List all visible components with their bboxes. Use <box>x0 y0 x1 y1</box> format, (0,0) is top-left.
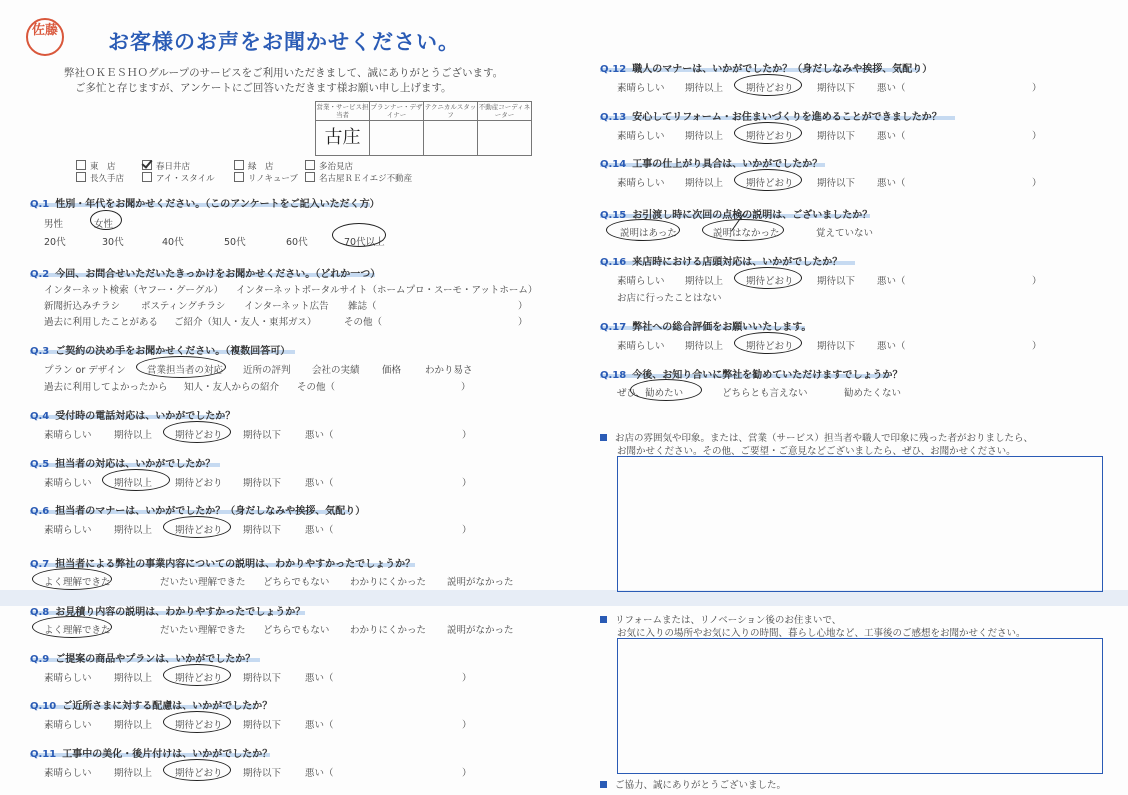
rating-option[interactable]: 期待以下 <box>817 341 856 352</box>
question-14: Q.14 工事の仕上がり具合は、いかがでしたか？ <box>600 159 823 170</box>
question-8: Q.8 お見積り内容の説明は、わかりやすかったでしょうか？ <box>30 607 306 618</box>
store-option[interactable]: リノキューブ <box>234 172 298 184</box>
option-price[interactable]: 価格 <box>382 365 402 376</box>
rating-option[interactable]: 素晴らしい <box>44 525 92 536</box>
rating-option[interactable]: 期待どおり <box>175 673 223 684</box>
question-12: Q.12 職人のマナーは、いかがでしたか？（身だしなみや挨拶、気配り） <box>600 64 933 75</box>
question-13: Q.13 安心してリフォーム・お住まいづくりを進めることができましたか？ <box>600 112 942 123</box>
rating-option[interactable]: 期待どおり <box>175 768 223 779</box>
answer-circle <box>163 711 231 733</box>
rating-option[interactable]: 期待以上 <box>114 673 153 684</box>
option-neutral[interactable]: どちらとも言えない <box>722 388 808 399</box>
rating-option[interactable]: 期待どおり <box>746 131 794 142</box>
question-1: Q.1 性別・年代をお聞かせください。（このアンケートをご記入いただく方） <box>30 199 380 210</box>
understanding-option[interactable]: よく理解できた <box>44 625 111 636</box>
staff-value-sales[interactable]: 古庄 <box>316 121 370 156</box>
rating-option[interactable]: 期待以上 <box>685 341 724 352</box>
rating-option[interactable]: 期待以上 <box>685 131 724 142</box>
rating-option[interactable]: 悪い（ <box>877 131 906 142</box>
rating-option[interactable]: 悪い（ <box>877 178 906 189</box>
option-plan-design[interactable]: プラン or デザイン <box>44 365 126 376</box>
understanding-option[interactable]: わかりにくかった <box>350 577 427 588</box>
staff-header-planner: プランナー・デザイナー <box>370 103 423 119</box>
comment-1-prompt-2: お聞かせください。その他、ご要望・ご意見などございましたら、ぜひ、お聞かせください。 <box>617 446 1016 457</box>
understanding-option[interactable]: どちらでもない <box>263 577 330 588</box>
option-reputation[interactable]: 近所の評判 <box>243 365 291 376</box>
paren-close: ） <box>1032 131 1042 142</box>
rating-option[interactable]: 期待以上 <box>114 720 153 731</box>
comment-2-prompt-2: お気に入りの場所やお気に入りの時間、暮らし心地など、工事後のご感想をお聞かせください。 <box>617 628 1026 639</box>
paren-close: ） <box>1032 178 1042 189</box>
intro-line-2: ご多忙と存じますが、アンケートにご回答いただきます様お願い申し上げます。 <box>75 82 452 94</box>
question-17: Q.17 弊社への総合評価をお願いいたします。 <box>600 322 812 333</box>
rating-option[interactable]: 悪い（ <box>877 276 906 287</box>
option-portal[interactable]: インターネットポータルサイト（ホームプロ・スーモ・アットホーム） <box>236 285 538 296</box>
checkbox[interactable] <box>142 172 152 182</box>
paren-close: ） <box>462 720 472 731</box>
paren-close: ） <box>462 525 472 536</box>
rating-option[interactable]: 期待どおり <box>175 430 223 441</box>
answer-circle <box>32 616 112 638</box>
rating-option[interactable]: 期待以下 <box>817 131 856 142</box>
rating-option[interactable]: 期待以上 <box>114 430 153 441</box>
store-option[interactable]: 長久手店 <box>76 172 124 184</box>
option-magazine[interactable]: 雑誌（ <box>348 301 377 312</box>
staff-value-technical[interactable] <box>424 121 478 156</box>
comment-2-textarea[interactable] <box>617 638 1103 774</box>
answer-circle <box>606 219 680 241</box>
answer-circle <box>734 332 802 354</box>
answer-circle <box>734 122 802 144</box>
rating-option[interactable]: 悪い（ <box>305 430 334 441</box>
checkbox[interactable] <box>305 172 315 182</box>
store-option[interactable]: アイ・スタイル <box>142 172 215 184</box>
checkbox[interactable] <box>76 172 86 182</box>
rating-option[interactable]: 悪い（ <box>305 525 334 536</box>
paren-close: ） <box>462 673 472 684</box>
staff-header-realestate: 不動産コーディネーター <box>478 103 531 119</box>
rating-option[interactable]: 期待以下 <box>243 768 282 779</box>
rating-option[interactable]: 期待以下 <box>243 720 282 731</box>
rating-option[interactable]: 期待どおり <box>175 478 223 489</box>
store-option[interactable]: 名古屋ＲＥイエジ不動産 <box>305 172 412 184</box>
answer-circle <box>102 469 170 491</box>
option-not-explained[interactable]: 説明はなかった <box>713 228 780 239</box>
square-bullet-icon <box>600 616 607 623</box>
option-70s-plus[interactable]: 70代以上 <box>344 237 385 248</box>
rating-option[interactable]: 期待どおり <box>175 720 223 731</box>
answer-circle <box>163 516 231 538</box>
answer-circle <box>163 759 231 781</box>
option-past-good[interactable]: 過去に利用してよかったから <box>44 382 168 393</box>
rating-option[interactable]: 期待以下 <box>817 178 856 189</box>
paren-close: ） <box>518 301 528 312</box>
option-30s[interactable]: 30代 <box>102 237 124 248</box>
option-not-recommend[interactable]: 勧めたくない <box>844 388 902 399</box>
understanding-option[interactable]: 説明がなかった <box>447 577 514 588</box>
paren-close: ） <box>462 430 472 441</box>
staff-value-realestate[interactable] <box>478 121 532 156</box>
option-never-visited[interactable]: お店に行ったことはない <box>617 293 722 304</box>
rating-option[interactable]: 期待どおり <box>746 276 794 287</box>
rating-option[interactable]: 期待以上 <box>685 83 724 94</box>
option-other[interactable]: その他（ <box>344 317 383 328</box>
checkbox-checked[interactable] <box>142 160 152 170</box>
rating-option[interactable]: 期待以下 <box>243 673 282 684</box>
answer-circle <box>332 223 386 247</box>
rating-option[interactable]: 素晴らしい <box>617 276 665 287</box>
store-option[interactable]: 多治見店 <box>305 160 353 172</box>
paren-close: ） <box>462 768 472 779</box>
option-search[interactable]: インターネット検索（ヤフー・グーグル） <box>44 285 224 296</box>
checkbox[interactable] <box>76 160 86 170</box>
rating-option[interactable]: 素晴らしい <box>617 83 665 94</box>
answer-circle <box>163 664 231 686</box>
option-female[interactable]: 女性 <box>94 219 114 230</box>
rating-option[interactable]: 期待どおり <box>746 341 794 352</box>
rating-option[interactable]: 素晴らしい <box>617 178 665 189</box>
option-other[interactable]: その他（ <box>297 382 336 393</box>
question-11: Q.11 工事中の美化・後片付けは、いかがでしたか？ <box>30 749 273 760</box>
staff-header-technical: テクニカルスタッフ <box>424 103 477 119</box>
rating-option[interactable]: 期待以上 <box>114 525 153 536</box>
rating-option[interactable]: 期待以上 <box>114 478 153 489</box>
question-9: Q.9 ご提案の商品やプランは、いかがでしたか？ <box>30 654 256 665</box>
rating-option[interactable]: 素晴らしい <box>44 720 92 731</box>
square-bullet-icon <box>600 434 607 441</box>
answer-circle <box>32 568 112 590</box>
rating-option[interactable]: 期待どおり <box>175 525 223 536</box>
rating-option[interactable]: 期待以上 <box>685 276 724 287</box>
understanding-option[interactable]: だいたい理解できた <box>160 625 246 636</box>
checkbox[interactable] <box>234 160 244 170</box>
paren-close: ） <box>1032 276 1042 287</box>
question-15: Q.15 お引渡し時に次回の点検の説明は、ございましたか？ <box>600 210 873 221</box>
option-20s[interactable]: 20代 <box>44 237 66 248</box>
paren-close: ） <box>462 478 472 489</box>
option-recommend[interactable]: ぜひ、勧めたい <box>617 388 684 399</box>
question-4: Q.4 受付時の電話対応は、いかがでしたか？ <box>30 411 236 422</box>
understanding-option[interactable]: 説明がなかった <box>447 625 514 636</box>
checkbox[interactable] <box>305 160 315 170</box>
paren-close: ） <box>461 382 471 393</box>
option-sales-rep[interactable]: 営業担当者の対応 <box>147 365 224 376</box>
comment-1-prompt: お店の雰囲気や印象。または、営業（サービス）担当者や職人で印象に残った者がおりましたら、 <box>600 430 1033 444</box>
understanding-option[interactable]: よく理解できた <box>44 577 111 588</box>
rating-option[interactable]: 悪い（ <box>305 768 334 779</box>
option-track-record[interactable]: 会社の実績 <box>312 365 360 376</box>
question-10: Q.10 ご近所さまに対する配慮は、いかがでしたか？ <box>30 701 273 712</box>
rating-option[interactable]: 期待どおり <box>746 83 794 94</box>
option-clarity[interactable]: わかり易さ <box>425 365 473 376</box>
seal-stamp: 佐藤 <box>26 18 64 56</box>
understanding-option[interactable]: わかりにくかった <box>350 625 427 636</box>
paren-close: ） <box>518 317 528 328</box>
question-18: Q.18 今後、お知り合いに弊社を勧めていただけますでしょうか？ <box>600 370 903 381</box>
rating-option[interactable]: 期待以上 <box>114 768 153 779</box>
answer-circle <box>734 267 802 289</box>
answer-circle <box>163 421 231 443</box>
option-dont-remember[interactable]: 覚えていない <box>816 228 874 239</box>
option-past-user[interactable]: 過去に利用したことがある <box>44 317 159 328</box>
rating-option[interactable]: 悪い（ <box>305 478 334 489</box>
rating-option[interactable]: 素晴らしい <box>44 673 92 684</box>
rating-option[interactable]: 悪い（ <box>877 83 906 94</box>
option-40s[interactable]: 40代 <box>162 237 184 248</box>
question-3: Q.3 ご契約の決め手をお聞かせください。（複数回答可） <box>30 346 291 357</box>
question-7: Q.7 担当者による弊社の事業内容についての説明は、わかりやすかったでしょうか？ <box>30 559 416 570</box>
square-bullet-icon <box>600 781 607 788</box>
store-option[interactable]: 東 店 <box>76 160 116 172</box>
rating-option[interactable]: 悪い（ <box>877 341 906 352</box>
option-posting[interactable]: ポスティングチラシ <box>141 301 226 312</box>
understanding-option[interactable]: だいたい理解できた <box>160 577 246 588</box>
answer-circle <box>136 356 226 378</box>
question-5: Q.5 担当者の対応は、いかがでしたか？ <box>30 459 216 470</box>
store-option[interactable]: 春日井店 <box>142 160 190 172</box>
comment-1-textarea[interactable] <box>617 456 1103 592</box>
question-2: Q.2 今回、お問合せいただいたきっかけをお聞かせください。（どれか一つ） <box>30 269 381 280</box>
rating-option[interactable]: 期待以下 <box>243 525 282 536</box>
rating-option[interactable]: 期待以下 <box>817 276 856 287</box>
answer-circle <box>90 210 122 230</box>
rating-option[interactable]: 素晴らしい <box>617 131 665 142</box>
option-friend-referral[interactable]: 知人・友人からの紹介 <box>184 382 280 393</box>
staff-table <box>315 101 532 156</box>
checkbox[interactable] <box>234 172 244 182</box>
option-newspaper[interactable]: 新聞折込みチラシ <box>44 301 121 312</box>
rating-option[interactable]: 素晴らしい <box>617 341 665 352</box>
staff-value-planner[interactable] <box>370 121 424 156</box>
rating-option[interactable]: 期待どおり <box>746 178 794 189</box>
store-option[interactable]: 緑 店 <box>234 160 274 172</box>
question-16: Q.16 来店時における店頭対応は、いかがでしたか？ <box>600 257 843 268</box>
answer-circle <box>630 379 702 401</box>
option-60s[interactable]: 60代 <box>286 237 308 248</box>
intro-line-1: 弊社ＯＫＥＳＨＯグループのサービスをご利用いただきまして、誠にありがとうございます。 <box>64 67 504 79</box>
rating-option[interactable]: 悪い（ <box>305 673 334 684</box>
option-web-ad[interactable]: インターネット広告 <box>244 301 329 312</box>
rating-option[interactable]: 悪い（ <box>305 720 334 731</box>
answer-circle <box>734 74 802 96</box>
option-referral[interactable]: ご紹介（知人・友人・東邦ガス） <box>174 317 317 328</box>
option-male[interactable]: 男性 <box>44 219 64 230</box>
answer-circle <box>734 169 802 191</box>
rating-option[interactable]: 期待以下 <box>243 478 282 489</box>
option-explained[interactable]: 説明はあった <box>620 228 677 239</box>
rating-option[interactable]: 期待以下 <box>817 83 856 94</box>
comment-2-prompt: リフォームまたは、リノベーション後のお住まいで、 <box>600 612 841 626</box>
option-50s[interactable]: 50代 <box>224 237 246 248</box>
rating-option[interactable]: 素晴らしい <box>44 768 92 779</box>
understanding-option[interactable]: どちらでもない <box>263 625 330 636</box>
question-6: Q.6 担当者のマナーは、いかがでしたか？（身だしなみや挨拶、気配り） <box>30 506 366 517</box>
rating-option[interactable]: 素晴らしい <box>44 478 92 489</box>
rating-option[interactable]: 期待以上 <box>685 178 724 189</box>
footer-thanks: ご協力、誠にありがとうございました。 <box>600 777 786 791</box>
rating-option[interactable]: 素晴らしい <box>44 430 92 441</box>
paren-close: ） <box>1032 83 1042 94</box>
staff-header-sales: 営業・サービス担当者 <box>316 103 369 119</box>
page-title: お客様のお声をお聞かせください。 <box>108 30 460 54</box>
paren-close: ） <box>1032 341 1042 352</box>
rating-option[interactable]: 期待以下 <box>243 430 282 441</box>
